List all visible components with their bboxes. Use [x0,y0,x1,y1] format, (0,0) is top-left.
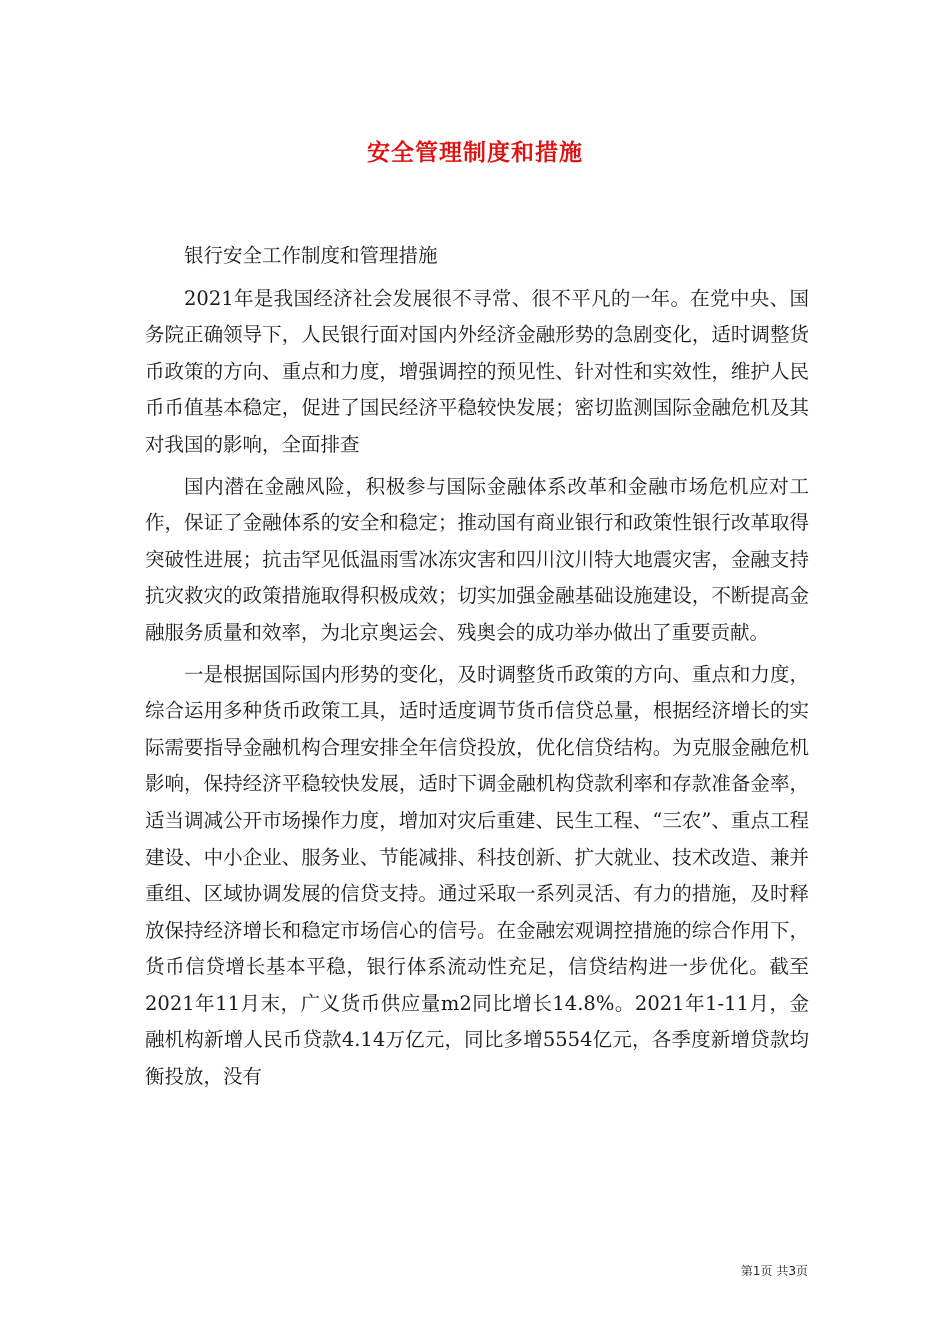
paragraph-2: 国内潜在金融风险，积极参与国际金融体系改革和金融市场危机应对工作，保证了金融体系的安全和稳定；推动国有商业银行和政策性银行改革取得突破性进展；抗击罕见低温雨雪冰冻灾害和四川汶川特大地震灾害，金融支持抗灾救灾的政策措施取得积极成效；切实加强金融基础设施建设，不断提高金融服务质量和效率，为北京奥运会、残奥会的成功举办做出了重要贡献。 [145,474,809,644]
page-number: 第1页 共3页 [740,1264,808,1278]
document-title: 安全管理制度和措施 [367,140,583,166]
document-body [145,238,809,1101]
document-subtitle: 银行安全工作制度和管理措施 [184,244,438,267]
paragraph-3: 一是根据国际国内形势的变化，及时调整货币政策的方向、重点和力度，综合运用多种货币政策工具，适时适度调节货币信贷总量，根据经济增长的实际需要指导金融机构合理安排全年信贷投放，优化信贷结构。为克服金融危机影响，保持经济平稳较快发展，适时下调金融机构贷款利率和存款准备金率，适当调减公开市场操作力度，增加对灾后重建、民生工程、“三农”、重点工程建设、中小企业、服务业、节能减排、科技创新、扩大就业、技术改造、兼并重组、区域协调发展的信贷支持。通过采取一系列灵活、有力的措施，及时释放保持经济增长和稳定市场信心的信号。在金融宏观调控措施的综合作用下，货币信贷增长基本平稳，银行体系流动性充足，信贷结构进一步优化。截至2021年11月末，广义货币供应量m2同比增长14.8%。2021年1-11月，金融机构新增人民币贷款4.14万亿元，同比多增5554亿元，各季度新增贷款均衡投放，没有 [145,662,809,1089]
paragraph-1: 2021年是我国经济社会发展很不寻常、很不平凡的一年。在党中央、国务院正确领导下，人民银行面对国内外经济金融形势的急剧变化，适时调整货币政策的方向、重点和力度，增强调控的预见性、针对性和实效性，维护人民币币值基本稳定，促进了国民经济平稳较快发展；密切监测国际金融危机及其对我国的影响，全面排查 [145,286,809,456]
